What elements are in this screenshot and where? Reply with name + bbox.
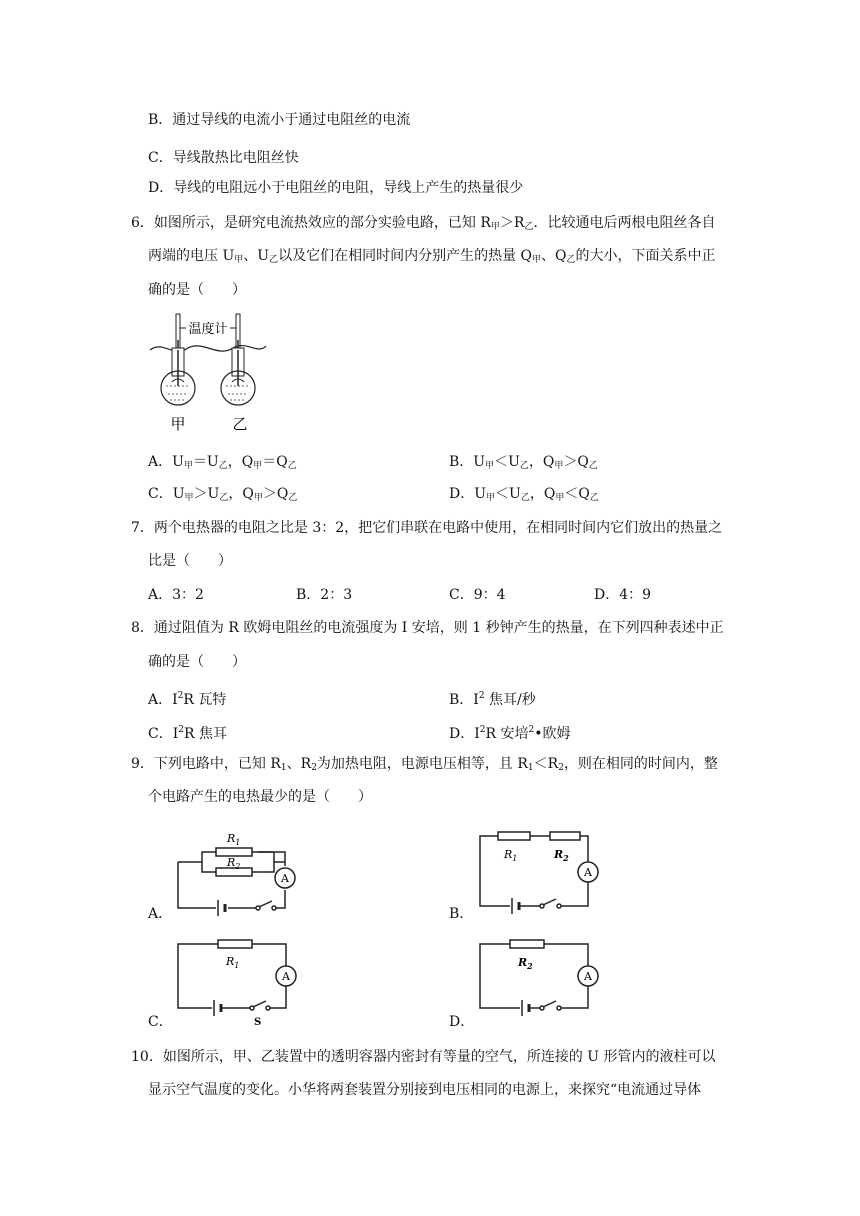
- circuit-a-r2-label: $R_2$: [227, 856, 241, 871]
- ammeter-icon: [578, 966, 598, 986]
- q6-option-a: A．$U_甲=U_乙$，$Q_甲=Q_乙$: [148, 454, 297, 471]
- battery-icon: [214, 1000, 221, 1016]
- switch-icon: [540, 899, 561, 908]
- battery-icon: [522, 1000, 529, 1016]
- circuit-a-diagram: [170, 820, 300, 920]
- q8-option-b: B．$I^2$ 焦耳/秒: [449, 691, 536, 708]
- q6-text-line3: 确的是（ ）: [148, 282, 246, 298]
- ammeter-icon: [276, 966, 296, 986]
- q8-text-line1: 8．通过阻值为 R 欧姆电阻丝的电流强度为 I 安培，则 1 秒钟产生的热量，在下列四种表述中正: [131, 620, 724, 636]
- switch-icon: [250, 1001, 270, 1010]
- figure-label-left: 甲: [170, 415, 186, 433]
- circuit-c-diagram: [170, 932, 300, 1028]
- circuit-b-r1-label: $R_1$: [504, 848, 518, 863]
- resistor-r1-icon: [216, 848, 252, 856]
- circuit-b-diagram: [472, 826, 602, 920]
- q6-thermometer-figure: [148, 310, 268, 434]
- q7-option-a: A．3：2: [148, 587, 204, 603]
- switch-icon: [540, 1001, 561, 1010]
- switch-label: S: [254, 1017, 262, 1028]
- circuit-d-diagram: [472, 936, 602, 1020]
- q9-label-d: D．: [449, 1014, 475, 1030]
- circuit-b-r2-label: $R_2$: [554, 848, 569, 863]
- q9-label-a: A．: [148, 906, 173, 922]
- prev-option-b: B．通过导线的电流小于通过电阻丝的电流: [148, 112, 411, 128]
- q9-text-line1: 9．下列电路中，已知 $R_1$、$R_2$为加热电阻，电源电压相等，且 $R_1<R_2$，则在相同的时间内，整: [131, 756, 718, 773]
- battery-icon: [512, 898, 519, 914]
- switch-icon: [256, 901, 276, 910]
- q8-option-c: C．$I^2R$ 焦耳: [148, 725, 227, 742]
- prev-option-c: C．导线散热比电阻丝快: [148, 150, 299, 166]
- q9-text-line2: 个电路产生的电热最少的是（ ）: [148, 789, 372, 805]
- thermometer-label: 温度计: [188, 322, 228, 337]
- ammeter-icon: [275, 868, 295, 888]
- q10-text-line2: 显示空气温度的变化。小华将两套装置分别接到电压相同的电源上，来探究“电流通过导体: [148, 1082, 702, 1098]
- q8-text-line2: 确的是（ ）: [148, 654, 246, 670]
- q7-text-line2: 比是（ ）: [148, 553, 232, 569]
- q7-option-c: C．9：4: [449, 587, 506, 603]
- q8-option-a: A．$I^2R$ 瓦特: [148, 691, 227, 708]
- prev-option-d: D．导线的电阻远小于电阻丝的电阻，导线上产生的热量很少: [148, 180, 524, 196]
- q6-text-line1: 6．如图所示，是研究电流热效应的部分实验电路，已知 $R_甲>R_乙$．比较通电后两根电阻丝各自: [131, 215, 716, 232]
- q7-option-b: B．2：3: [296, 587, 353, 603]
- left-flask-icon: [161, 348, 195, 405]
- circuit-a-r1-label: $R_1$: [227, 832, 241, 847]
- resistor-r1-icon: [218, 940, 252, 948]
- q7-text-line1: 7．两个电热器的电阻之比是 3：2，把它们串联在电路中使用，在相同时间内它们放出的热量之: [131, 520, 723, 536]
- battery-icon: [218, 900, 225, 916]
- resistor-r1-icon: [498, 832, 530, 840]
- circuit-d-r2-label: $R_2$: [518, 956, 533, 971]
- q6-option-b: B．$U_甲<U_乙$，$Q_甲>Q_乙$: [449, 454, 598, 471]
- q6-option-c: C．$U_甲>U_乙$，$Q_甲>Q_乙$: [148, 486, 298, 503]
- svg-text:A: A: [584, 970, 592, 983]
- resistor-r2-icon: [216, 868, 252, 876]
- svg-text:A: A: [584, 866, 592, 879]
- svg-text:A: A: [282, 970, 290, 983]
- q9-label-c: C．: [148, 1014, 173, 1030]
- q10-text-line1: 10．如图所示，甲、乙装置中的透明容器内密封有等量的空气，所连接的 U 形管内的液柱可以: [131, 1049, 716, 1065]
- resistor-r2-icon: [550, 832, 580, 840]
- q6-text-line2: 两端的电压 $U_甲$、$U_乙$以及它们在相同时间内分别产生的热量 $Q_甲$、$Q_乙$的大小，下面关系中正: [148, 248, 716, 265]
- circuit-c-r1-label: $R_1$: [226, 955, 240, 970]
- q8-option-d: D．$I^2R$ 安培$^2$•欧姆: [449, 725, 571, 742]
- resistor-r2-icon: [510, 940, 544, 948]
- svg-text:A: A: [281, 872, 289, 885]
- q6-option-d: D．$U_甲<U_乙$，$Q_甲<Q_乙$: [449, 486, 599, 503]
- q9-label-b: B．: [449, 906, 474, 922]
- figure-label-right: 乙: [232, 415, 248, 433]
- q7-option-d: D．4：9: [594, 587, 652, 603]
- ammeter-icon: [578, 862, 598, 882]
- right-flask-icon: [221, 348, 255, 405]
